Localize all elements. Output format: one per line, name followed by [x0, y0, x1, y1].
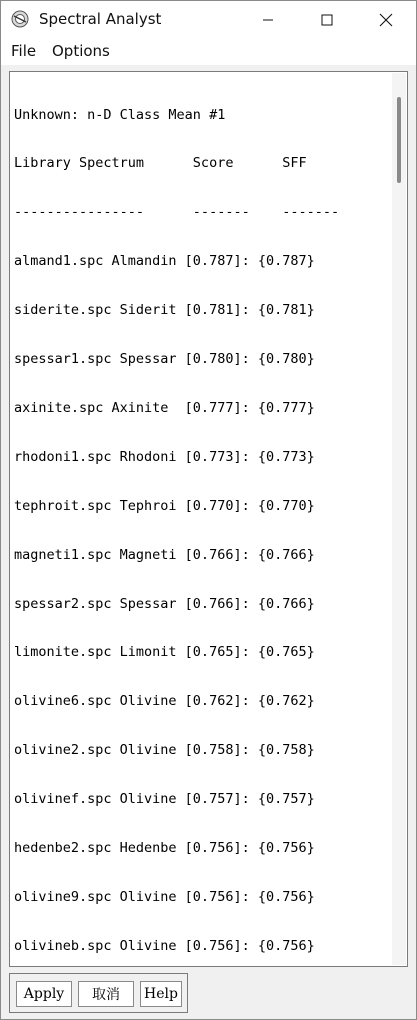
window-title: Spectral Analyst	[39, 10, 162, 28]
help-button[interactable]: Help	[140, 981, 182, 1007]
vertical-scrollbar[interactable]	[392, 73, 406, 965]
list-item[interactable]: olivinef.spc Olivine [0.757]: {0.757}	[14, 791, 315, 808]
menu-options[interactable]: Options	[52, 42, 110, 60]
minimize-icon	[262, 14, 274, 26]
maximize-icon	[321, 14, 333, 26]
menu-bar	[1, 39, 416, 65]
minimize-button[interactable]	[245, 1, 291, 39]
app-icon	[11, 10, 29, 28]
menu-file[interactable]: File	[11, 42, 37, 60]
list-item[interactable]: olivine6.spc Olivine [0.762]: {0.762}	[14, 693, 315, 710]
list-header-columns: Library Spectrum Score SFF	[14, 155, 307, 172]
results-listbox[interactable]	[9, 71, 408, 967]
scrollbar-thumb[interactable]	[397, 97, 401, 183]
maximize-button[interactable]	[304, 1, 350, 39]
close-icon	[379, 13, 393, 27]
list-header-divider: ---------------- ------- -------	[14, 204, 340, 221]
list-item[interactable]: spessar2.spc Spessar [0.766]: {0.766}	[14, 595, 315, 612]
button-bar	[9, 973, 188, 1013]
list-item[interactable]: spessar1.spc Spessar [0.780]: {0.780}	[14, 351, 315, 368]
list-item[interactable]: limonite.spc Limonit [0.765]: {0.765}	[14, 644, 315, 661]
list-item[interactable]: magneti1.spc Magneti [0.766]: {0.766}	[14, 546, 315, 563]
list-item[interactable]: almand1.spc Almandin [0.787]: {0.787}	[14, 253, 315, 270]
list-item[interactable]: siderite.spc Siderit [0.781]: {0.781}	[14, 302, 315, 319]
cancel-button[interactable]: 取消	[78, 981, 134, 1007]
list-item[interactable]: rhodoni1.spc Rhodoni [0.773]: {0.773}	[14, 448, 315, 465]
list-item[interactable]: axinite.spc Axinite [0.777]: {0.777}	[14, 399, 315, 416]
list-item[interactable]: olivine9.spc Olivine [0.756]: {0.756}	[14, 888, 315, 905]
list-item[interactable]: olivineb.spc Olivine [0.756]: {0.756}	[14, 937, 315, 954]
list-item[interactable]: olivine2.spc Olivine [0.758]: {0.758}	[14, 742, 315, 759]
close-button[interactable]	[363, 1, 409, 39]
title-bar[interactable]	[1, 1, 416, 39]
list-header-unknown: Unknown: n-D Class Mean #1	[14, 106, 226, 123]
apply-button[interactable]: Apply	[16, 981, 72, 1007]
list-item[interactable]: hedenbe2.spc Hedenbe [0.756]: {0.756}	[14, 839, 315, 856]
list-item[interactable]: tephroit.spc Tephroi [0.770]: {0.770}	[14, 497, 315, 514]
results-list	[14, 74, 390, 964]
